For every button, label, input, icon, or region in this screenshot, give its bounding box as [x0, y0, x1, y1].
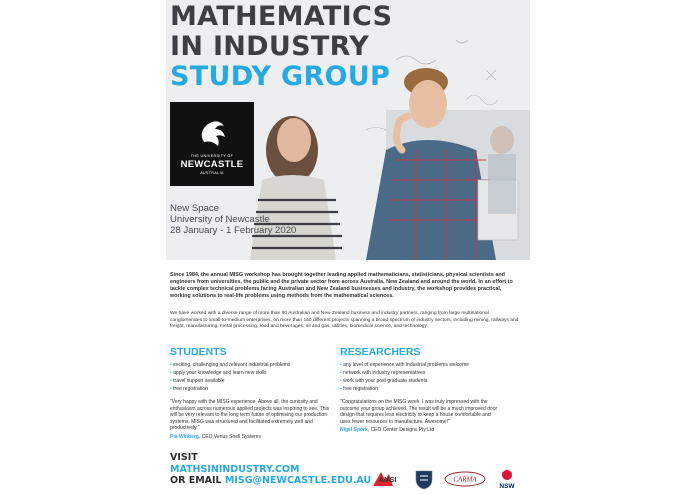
list-item: • free registration [340, 385, 510, 393]
students-column [170, 346, 340, 441]
researchers-quote-author: Nigel Spork [340, 427, 368, 433]
amsi-label: AMSI [379, 477, 397, 484]
students-list [170, 361, 340, 393]
researchers-quote-role: , CEO Center Designs Pty Ltd [367, 427, 435, 433]
list-item: • network with industry representatives [340, 369, 510, 377]
amsi-mark-icon [371, 468, 407, 490]
nsw-label: NSW [499, 483, 515, 490]
students-quote-author: Pia Winberg [170, 433, 199, 440]
cta-email-line [170, 475, 371, 487]
list-item: • travel support available [170, 377, 340, 385]
researchers-heading: RESEARCHERS [340, 346, 421, 358]
list-item: • work with your post graduate students [340, 377, 510, 385]
list-item: • apply your knowledge and learn new skills [170, 369, 340, 377]
list-item: • any level of experience with industrial problems welcome [340, 361, 510, 369]
cta-email-prefix: OR EMAIL [170, 475, 225, 486]
carma-logo [443, 468, 487, 490]
logo-line-3: AUSTRALIA [200, 171, 224, 175]
students-quote-attribution [170, 434, 340, 441]
logo-name: NEWCASTLE [180, 159, 244, 170]
email-link[interactable]: MISG@NEWCASTLE.EDU.AU [224, 475, 372, 486]
amsi-logo [371, 468, 407, 490]
title-line-1: MATHEMATICS [170, 1, 393, 32]
title-line-3: STUDY GROUP [170, 61, 391, 92]
crest-logo [413, 468, 435, 490]
call-to-action [170, 452, 371, 487]
researchers-column [340, 346, 510, 434]
researchers-quote: "Congratulations on the MISG week. I was truly impressed with the outcome your group achieved. The result will be a much improved door design that requires less electricity to keep a house comfortable and uses fewer resources to manufacture. Awesome!" [340, 399, 498, 425]
carma-mark-icon [443, 468, 487, 490]
university-logo [170, 102, 254, 186]
poster [166, 0, 530, 494]
website-link[interactable]: MATHSININDUSTRY.COM [170, 463, 300, 475]
nsw-logo [495, 468, 519, 490]
researchers-quote-attribution [340, 427, 510, 434]
waratah-icon [495, 468, 519, 490]
intro-paragraph: Since 1984, the annual MISG workshop has brought together leading applied mathematicians, statisticians, physical scientists and engineers from universities, the public and the private sector from across Australia, New Zealand and around the world. In an effort to tackle complex technical problems facing Australian and New Zealand businesses and industry, the workshop provides practical, working solutions to real-life problems using methods from the mathematical sciences. [170, 272, 513, 300]
list-item: • free registration [170, 385, 340, 393]
students-quote-role: , CEO Venus Shell Systems [198, 433, 261, 440]
title-line-2: IN INDUSTRY [170, 31, 370, 62]
institution: University of Newcastle [170, 214, 270, 225]
carma-label: CARMA [453, 475, 477, 484]
list-item: • exciting, challenging and relevant industrial problems [170, 361, 340, 369]
students-quote: "Very happy with the MISG experience. Above all, the curiosity and enthusiasm across numerous applied projects was inspiring to see. This will be very relevant to the long term future of optimising our production systems. MISG was structured and facilitated extremely well and productively." [170, 399, 330, 431]
event-dates: 28 January - 1 February 2020 [170, 225, 297, 236]
logo-line-1: THE UNIVERSITY OF [190, 154, 234, 158]
shield-crest-icon [413, 468, 435, 490]
sponsor-logos [371, 468, 527, 490]
hero-photo [166, 0, 530, 260]
students-heading: STUDENTS [170, 346, 227, 358]
researchers-list [340, 361, 510, 393]
second-paragraph: We have worked with a diverse range of more than 90 Australian and New Zealand business and industry partners, ranging from large multinational conglomerates to small-to-medium enterprises, on more than 160 different projects spanning a broad spectrum of industry sectors, including mining, railways and freight, manufacturing, metal processing, food and beverages, oil and gas, utilities, biomedical science, and technology. [170, 311, 519, 330]
venue: New Space [170, 203, 220, 214]
cta-visit: VISIT [170, 452, 198, 463]
